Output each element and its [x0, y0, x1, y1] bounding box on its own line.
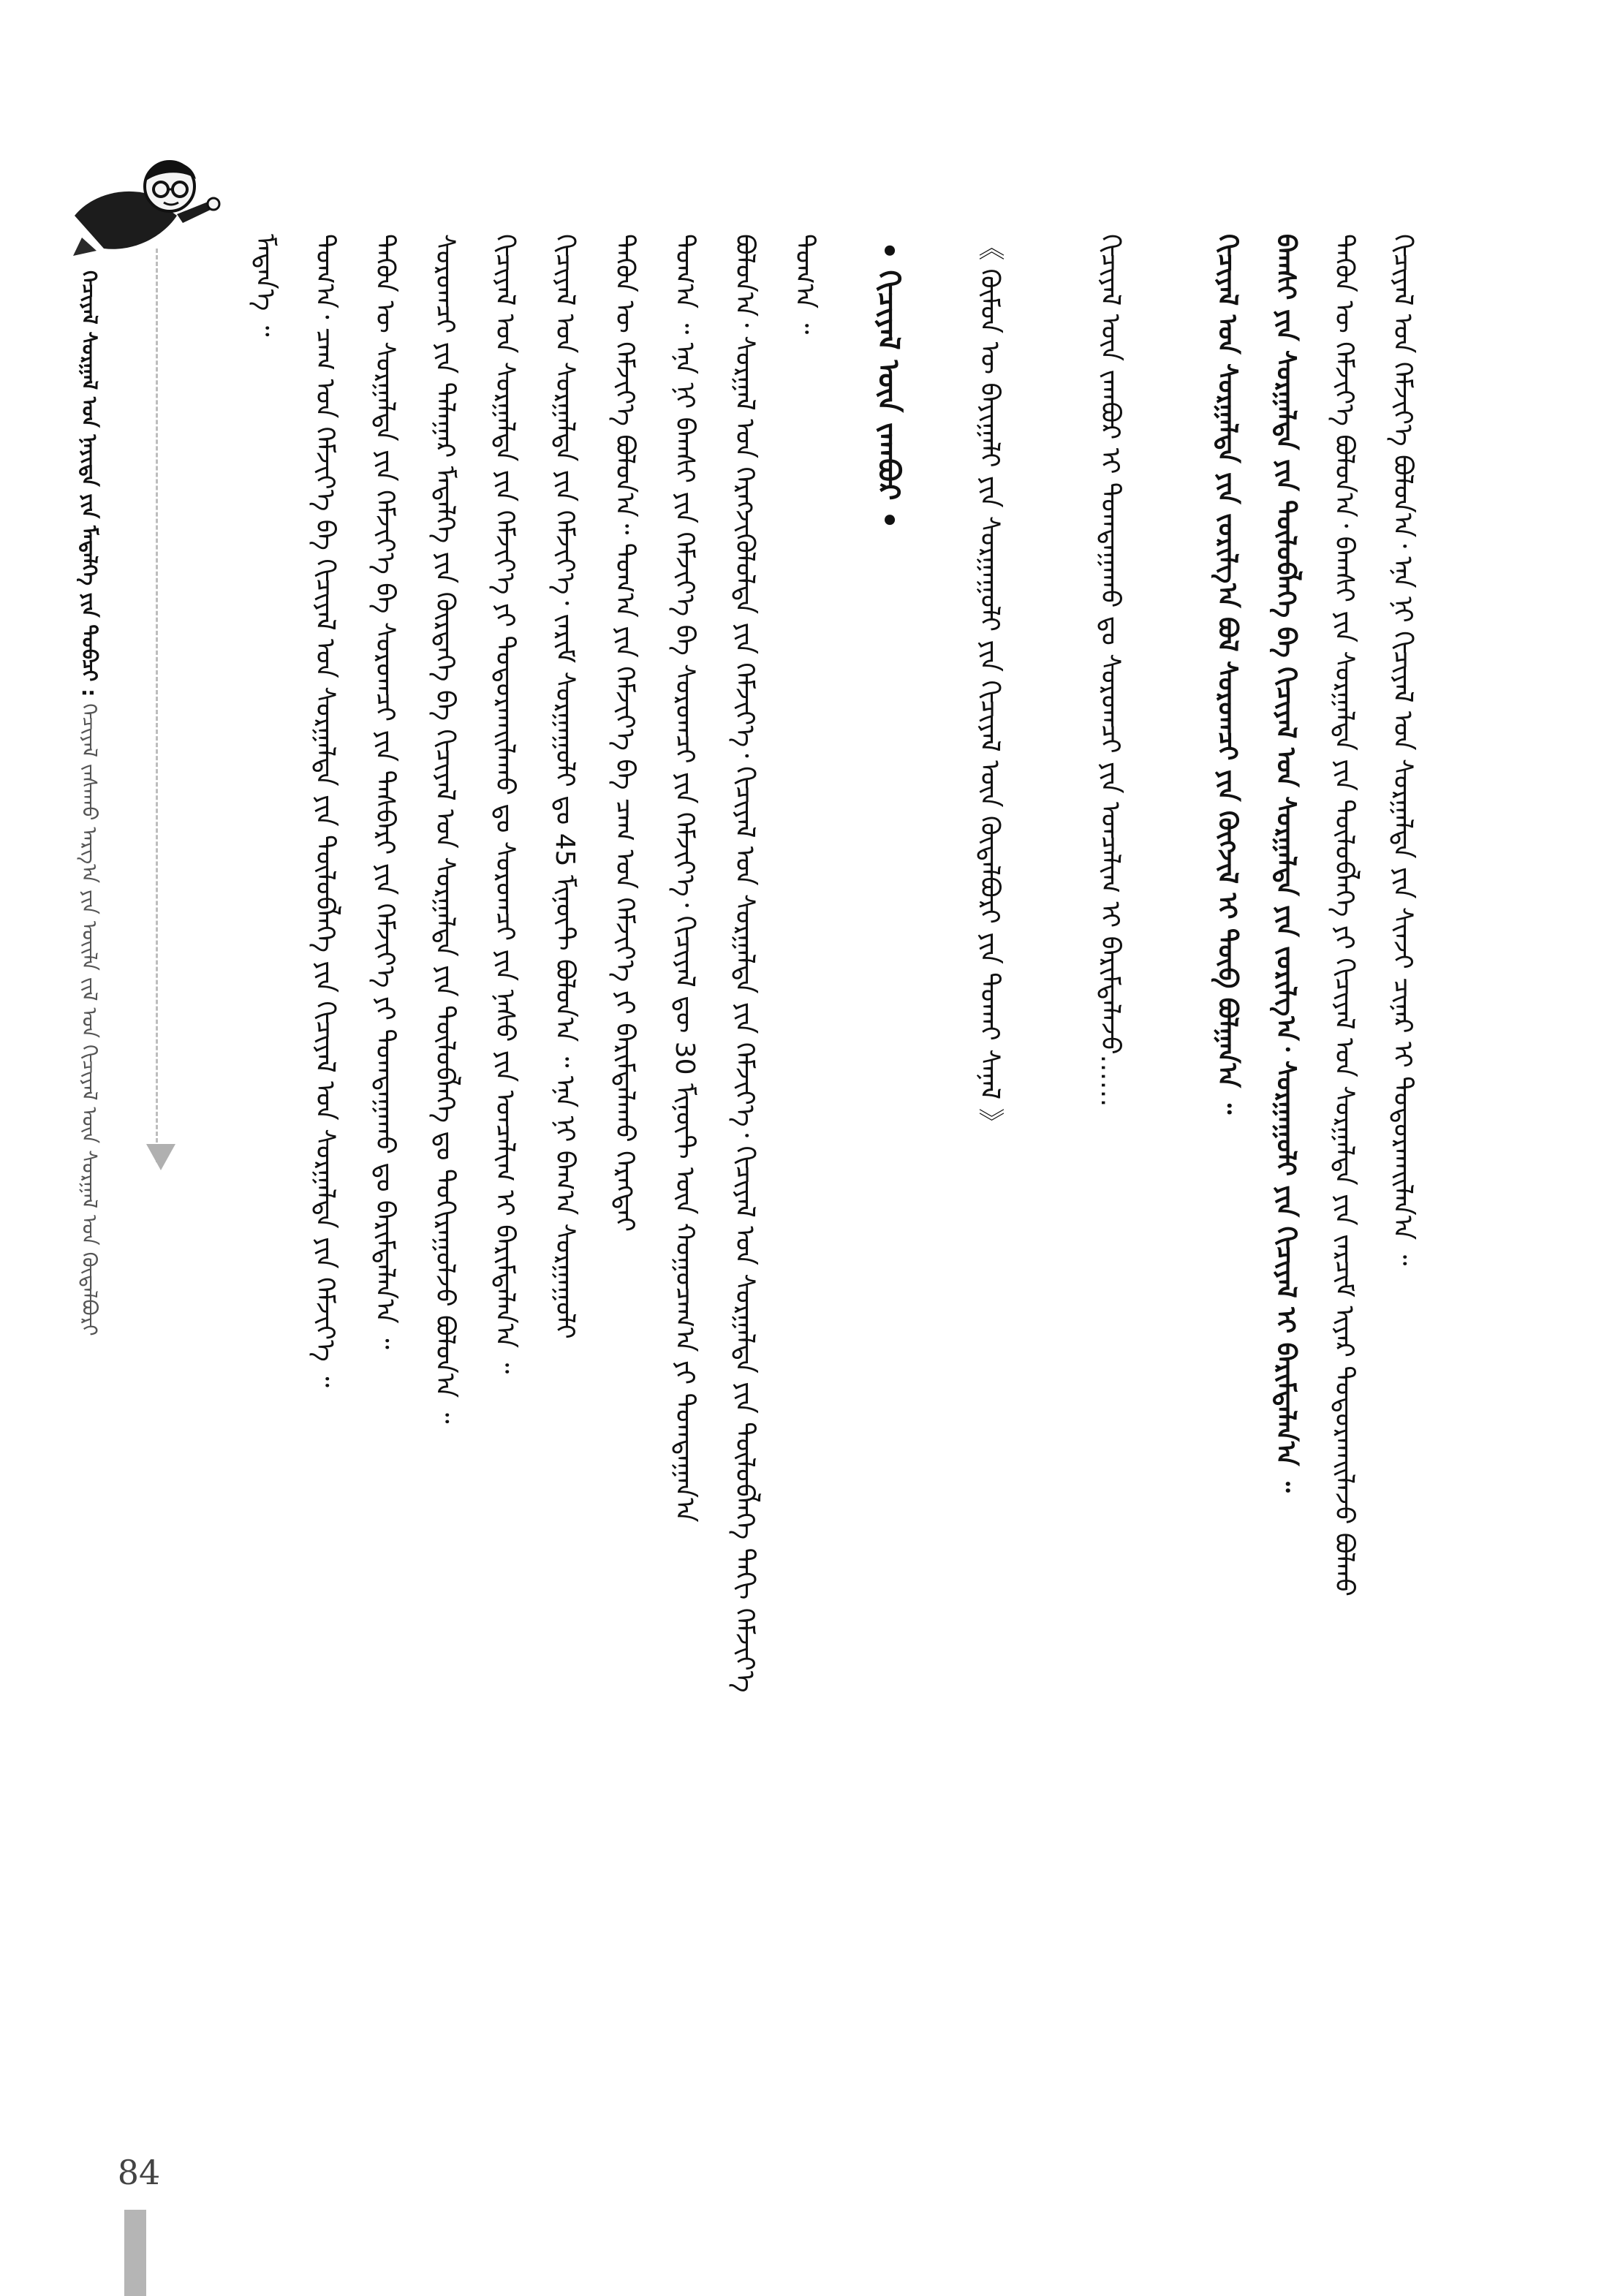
section-heading: • ᠬᠢᠴᠢᠶᠡᠯ ᠦᠨ ᠵᠠᠭᠪᠤᠷ • [871, 241, 905, 529]
page-edge-bar [124, 2210, 146, 2296]
cartoon-character-icon [67, 128, 224, 263]
text-column-fragment-1: ᠲᠣᠭ᠎ᠠ ᠃ [790, 234, 820, 335]
running-header [72, 270, 116, 1336]
text-column-9: ᠬᠢᠴᠢᠶᠡᠯ ᠤᠨ ᠰᠤᠷᠭᠠᠯᠲᠠ ᠶᠢᠨ ᠬᠡᠮᠵᠢᠶ᠎ᠡ᠂ ᠵᠠᠷᠢᠮ ᠰᠤᠷᠭᠠᠭᠤᠯᠢ ᠳᠤ 45 ᠮᠢᠨᠦ᠋ᠲ ᠪᠣᠯᠤᠨ᠎ᠠ ᠃ ᠡᠨᠡ ᠨᠢ ᠪᠠᠭ᠎ᠠ ᠰᠤᠷᠭᠠᠭᠤᠯᠢ [550, 234, 580, 1339]
text-column-13: ᠲᠣᠭ᠎ᠠ᠂ ᠴᠠᠭ ᠤᠨ ᠬᠡᠮᠵᠢᠶ᠎ᠡ ᠪᠠ ᠬᠢᠴᠢᠶᠡᠯ ᠤᠨ ᠰᠤᠷᠭᠠᠯᠲᠠ ᠶᠢᠨ ᠲᠥᠯᠦᠪᠯᠡᠭᠡ ᠶᠢᠨ ᠬᠢᠴᠢᠶᠡᠯ ᠤᠨ ᠰᠤᠷᠭᠠᠯᠲᠠ ᠶᠢᠨ ᠬᠡᠮᠵᠢᠶ᠎ᠡ ᠃ [310, 234, 340, 1387]
text-column-2: ᠲᠡᠭᠦᠨ ᠦ ᠬᠡᠮᠵᠢᠶ᠎ᠡ ᠪᠣᠯᠤᠨ᠎ᠠ᠂ ᠪᠠᠭᠰᠢ ᠶᠢᠨ ᠰᠤᠷᠭᠠᠯᠲᠠ ᠶᠢᠨ ᠲᠥᠯᠦᠪᠯᠡᠭᠡ ᠶᠢ ᠬᠢᠴᠢᠶᠡᠯ ᠤᠨ ᠰᠤᠷᠭᠠᠯᠲᠠ ᠶᠢᠨ ᠵᠠᠷᠴᠢᠮ ᠢᠶᠠᠷ ᠲᠣᠳᠤᠷᠬᠠᠢᠯᠠᠵᠤ ᠪᠣᠯᠬᠤ [1329, 234, 1359, 1596]
text-column-1: ᠬᠢᠴᠢᠶᠡᠯ ᠤᠨ ᠬᠡᠮᠵᠢᠶ᠎ᠡ ᠪᠣᠯᠤᠨ᠎ᠠ᠂ ᠡᠨᠡ ᠨᠢ ᠬᠢᠴᠢᠶᠡᠯ ᠤᠨ ᠰᠤᠷᠭᠠᠯᠲᠠ ᠶᠢᠨ ᠰᠢᠨᠵᠢ ᠴᠢᠨᠠᠷ ᠢ ᠲᠣᠳᠤᠷᠬᠠᠢᠯᠠᠨ᠎ᠠ ᠃ [1388, 234, 1418, 1266]
text-column-12: ᠲᠡᠭᠦᠨ ᠦ ᠰᠤᠷᠭᠠᠯᠲᠠ ᠶᠢᠨ ᠬᠡᠮᠵᠢᠶ᠎ᠡ ᠪᠠ ᠰᠤᠷᠤᠭᠴᠢ ᠶᠢᠨ ᠲᠡᠰᠪᠡᠷᠢ ᠶᠢᠨ ᠬᠡᠮᠵᠢᠶ᠎ᠡ ᠶᠢ ᠲᠣᠭᠲᠠᠭᠠᠬᠤ ᠳᠤ ᠪᠠᠷᠢᠮᠲᠠᠯᠠᠨ᠎ᠠ ᠃ [370, 234, 400, 1349]
page-number: 84 [117, 2153, 161, 2192]
triangle-marker-icon [146, 1144, 175, 1170]
text-column-4: ᠬᠢᠴᠢᠶᠡᠯ ᠤᠨ ᠰᠤᠷᠭᠠᠯᠲᠠ ᠶᠢᠨ ᠵᠣᠷᠢᠯᠭ᠎ᠠ ᠪᠣᠯ ᠰᠤᠷᠤᠭᠴᠢ ᠶᠢᠨ ᠬᠥᠭᠵᠢᠯ ᠢ ᠲᠥᠪ ᠪᠣᠯᠭᠠᠨ᠎ᠠ ᠃ [1212, 234, 1242, 1115]
text-column-7: ᠲᠣᠭ᠎ᠠ ᠃ ᠡᠨᠡ ᠨᠢ ᠪᠠᠭᠰᠢ ᠶᠢᠨ ᠬᠡᠮᠵᠢᠶ᠎ᠡ ᠪᠠ ᠰᠤᠷᠤᠭᠴᠢ ᠶᠢᠨ ᠬᠡᠮᠵᠢᠶ᠎ᠡ᠂ ᠬᠢᠴᠢᠶᠡᠯ ᠳᠦ 30 ᠮᠢᠨᠦ᠋ᠲ ᠦᠨ ᠬᠤᠭᠤᠴᠠᠭ᠎ᠠ ᠶᠢ ᠲᠣᠭᠲᠠᠭᠠᠨ᠎ᠠ [670, 234, 700, 1523]
running-header-text: ᠬᠡᠴᠢᠶᠡᠯ ᠵᠠᠰᠠᠬᠤ ᠠᠷᠭ᠎ᠠ ᠶᠢᠨ ᠦᠢᠯᠡ ᠵᠢᠯ ᠤᠨ ᠬᠢᠴᠢᠶᠡᠯ ᠦᠨ ᠰᠤᠷᠭᠠᠯ ᠤᠨ ᠬᠥᠲᠡᠯᠪᠦᠷᠢ [77, 703, 102, 1336]
text-column-6: ᠪᠣᠯᠤᠨ᠎ᠠ᠂ ᠰᠤᠷᠭᠠᠯ ᠤᠨ ᠬᠡᠷᠡᠭᠵᠢᠭᠦᠯᠦᠯᠲᠡ ᠶᠢᠨ ᠬᠡᠮᠵᠢᠶ᠎ᠡ᠂ ᠬᠢᠴᠢᠶᠡᠯ ᠤᠨ ᠰᠤᠷᠭᠠᠯᠲᠠ ᠶᠢᠨ ᠬᠡᠮᠵᠢᠶ᠎ᠡ᠂ ᠬᠢᠴᠢᠶᠡᠯ ᠤᠨ ᠰᠤᠷᠭᠠᠯᠲᠠ ᠶᠢᠨ ᠲᠥᠯᠦᠪᠯᠡᠭᠡ ᠳᠡᠬᠢ ᠬᠡᠮᠵᠢᠶ᠎ᠡ [730, 234, 760, 1693]
text-column-11: ᠰᠤᠷᠤᠭᠴᠢ ᠶᠢᠨ ᠲᠠᠯᠠᠭᠠᠷ ᠮᠡᠳᠡᠯᠭᠡ ᠶᠢᠨ ᠬᠦᠷᠲᠡᠭᠡ ᠪᠠ ᠬᠢᠴᠢᠶᠡᠯ ᠤᠨ ᠰᠤᠷᠭᠠᠯᠲᠠ ᠶᠢᠨ ᠲᠥᠯᠦᠪᠯᠡᠭᠡ ᠳᠤ ᠲᠣᠬᠢᠷᠠᠭᠤᠯᠵᠤ ᠪᠣᠯᠤᠨ᠎ᠠ ᠃ [430, 234, 460, 1424]
text-column-3: ᠪᠠᠭᠰᠢ ᠶᠢᠨ ᠰᠤᠷᠭᠠᠯᠲᠠ ᠶᠢᠨ ᠲᠥᠯᠦᠪᠯᠡᠭᠡ ᠪᠠ ᠬᠢᠴᠢᠶᠡᠯ ᠤᠨ ᠰᠤᠷᠭᠠᠯᠲᠠ ᠶᠢᠨ ᠵᠣᠷᠢᠯᠭ᠎ᠠ᠂ ᠰᠤᠷᠭᠠᠭᠤᠯᠢ ᠶᠢᠨ ᠬᠢᠴᠢᠶᠡᠯ ᠢ ᠪᠠᠷᠢᠮᠲᠠᠯᠠᠨ᠎ᠠ ᠃ [1271, 234, 1301, 1493]
running-header-lead: ᠬᠡᠴᠢᠶᠡᠯ ᠰᠤᠷᠭᠠᠯ ᠤᠨ ᠨᠡᠶᠢᠲᠡ ᠶᠢᠨ ᠮᠡᠳᠡᠯᠭᠡ ᠶᠢᠨ ᠲᠣᠪᠴᠢ : [77, 270, 102, 697]
text-column-fragment-2: ᠮᠡᠳᠡᠨ᠎ᠡ ᠃ [250, 234, 280, 337]
text-column-10: ᠬᠢᠴᠢᠶᠡᠯ ᠤᠨ ᠰᠤᠷᠭᠠᠯᠲᠠ ᠶᠢᠨ ᠬᠡᠮᠵᠢᠶ᠎ᠡ ᠶᠢ ᠲᠣᠳᠤᠷᠬᠠᠢᠯᠠᠬᠤ ᠳᠤ ᠰᠤᠷᠤᠭᠴᠢ ᠶᠢᠨ ᠨᠠᠰᠤ ᠶᠢᠨ ᠣᠨᠴᠠᠯᠢᠭ ᠢ ᠪᠠᠷᠢᠮᠲᠠᠯᠠᠨ᠎ᠠ ᠃ [490, 234, 520, 1374]
header-divider [156, 249, 158, 1162]
quote-citation: 《 ᠬᠥᠮᠦᠨ ᠦ ᠪᠠᠶᠢᠭᠠᠯᠢ ᠶᠢᠨ ᠰᠤᠷᠭᠠᠭᠤᠯᠢ ᠶᠢᠨ ᠬᠢᠴᠢᠶᠡᠯ ᠦᠨ ᠬᠥᠲᠡᠯᠪᠦᠷᠢ ᠶᠢᠨ ᠲᠤᠬᠠᠢ ᠰᠠᠨᠠᠯ 》 [975, 234, 1005, 1134]
text-column-8: ᠲᠡᠭᠦᠨ ᠦ ᠬᠡᠮᠵᠢᠶ᠎ᠡ ᠪᠣᠯᠤᠨ᠎ᠠ᠃ ᠲᠣᠭ᠎ᠠ ᠶᠢᠨ ᠬᠡᠮᠵᠢᠶ᠎ᠡ ᠪᠠ ᠴᠠᠭ ᠤᠨ ᠬᠡᠮᠵᠢᠶ᠎ᠡ ᠶᠢ ᠪᠠᠷᠢᠮᠲᠠᠯᠠᠬᠤ ᠬᠡᠷᠡᠭᠲᠡᠢ [610, 234, 640, 1232]
text-column-5: ᠬᠢᠴᠢᠶᠡᠯ ᠦᠨ ᠵᠠᠭᠪᠤᠷ ᠢ ᠲᠣᠭᠲᠠᠭᠠᠬᠤ ᠳᠤ ᠰᠤᠷᠤᠭᠴᠢ ᠶᠢᠨ ᠣᠨᠴᠠᠯᠢᠭ ᠢ ᠪᠠᠷᠢᠮᠲᠠᠯᠠᠵᠤ…… [1095, 234, 1125, 1107]
